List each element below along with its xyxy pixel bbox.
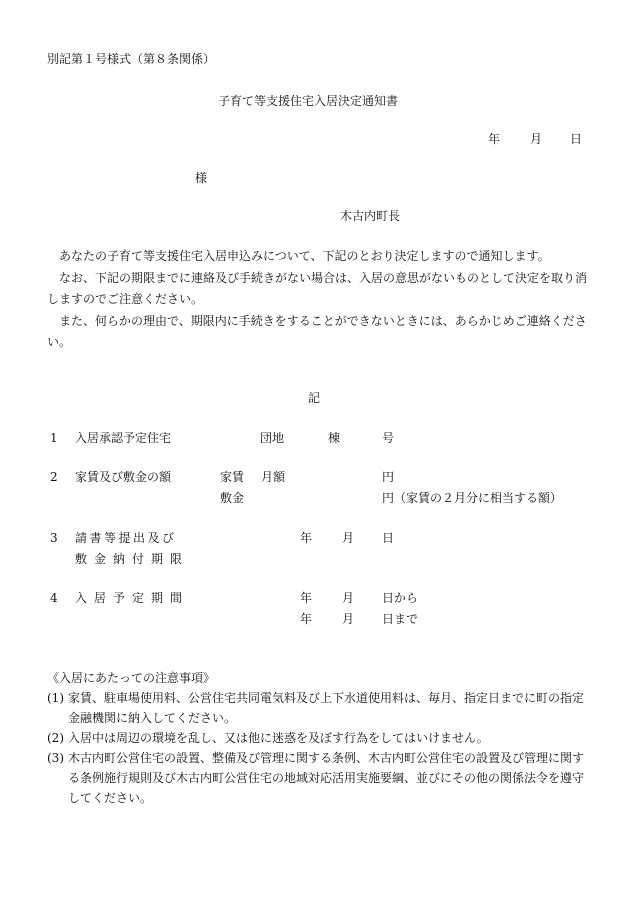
- gou-label: 号: [382, 431, 395, 445]
- date-day: 日: [570, 132, 583, 146]
- monthly-label: 月額: [261, 470, 286, 484]
- body-text: [47, 246, 587, 354]
- deposit-label: 敷金: [220, 491, 245, 505]
- note-number: (3): [47, 751, 64, 765]
- body-paragraph: あなたの子育て等支援住宅入居申込みについて、下記のとおり決定しますので通知します。: [47, 249, 550, 263]
- note-item: [47, 688, 592, 728]
- note-text: 入居中は周辺の環境を乱し、又は他に迷惑を及ぼす行為をしてはいけません。: [68, 731, 489, 745]
- note-item: [47, 728, 592, 748]
- deadline-month: 月: [342, 531, 355, 545]
- note-text: 家賃、駐車場使用料、公営住宅共同電気料及び上下水道使用料は、毎月、指定日までに町の指定金融機関に納入してください。: [68, 691, 585, 725]
- notes-heading: 《入居にあたっての注意事項》: [47, 671, 216, 685]
- deposit-unit: 円（家賃の２月分に相当する額）: [382, 491, 563, 505]
- item-number: 4: [50, 591, 58, 605]
- ki-heading: 記: [308, 391, 321, 405]
- item-label: 入居予定期間: [75, 591, 190, 605]
- item-number: 3: [50, 531, 58, 545]
- form-label: 別記第１号様式（第８条関係）: [47, 52, 216, 66]
- note-number: (2): [47, 731, 64, 745]
- item-label: 入居承認予定住宅: [75, 431, 172, 445]
- period-from-day: 日から: [382, 591, 419, 605]
- item-label-line2: 敷金納付期限: [75, 552, 190, 566]
- issuer: 木古内町長: [340, 209, 401, 223]
- body-paragraph: なお、下記の期限までに連絡及び手続きがない場合は、入居の意思がないものとして決定を取り消しますのでご注意ください。: [47, 270, 588, 306]
- tou-label: 棟: [328, 431, 341, 445]
- period-to-year: 年: [300, 612, 313, 626]
- item-number: 1: [50, 431, 58, 445]
- date-month: 月: [530, 132, 543, 146]
- deadline-year: 年: [300, 531, 313, 545]
- period-from-year: 年: [300, 591, 313, 605]
- item-number: 2: [50, 470, 58, 484]
- item-label: 家賃及び敷金の額: [75, 470, 172, 484]
- rent-unit: 円: [382, 470, 395, 484]
- note-item: [47, 748, 592, 808]
- addressee-suffix: 様: [195, 171, 208, 185]
- danchi-label: 団地: [260, 431, 285, 445]
- deadline-day: 日: [382, 531, 395, 545]
- rent-label: 家賃: [220, 470, 245, 484]
- period-to-month: 月: [342, 612, 355, 626]
- date-year: 年: [488, 132, 501, 146]
- document-title: 子育て等支援住宅入居決定通知書: [218, 94, 399, 108]
- note-text: 木古内町公営住宅の設置、整備及び管理に関する条例、木古内町公営住宅の設置及び管理に関する条例施行規則及び木古内町公営住宅の地域対応活用実施要綱、並びにその他の関係法令を遵守してください。: [68, 751, 585, 805]
- note-number: (1): [47, 691, 64, 705]
- period-to-day: 日まで: [382, 612, 419, 626]
- body-paragraph: また、何らかの理由で、期限内に手続きをすることができないときには、あらかじめご連絡ください。: [47, 313, 587, 349]
- item-label-line1: 請書等提出及び: [75, 531, 177, 545]
- period-from-month: 月: [342, 591, 355, 605]
